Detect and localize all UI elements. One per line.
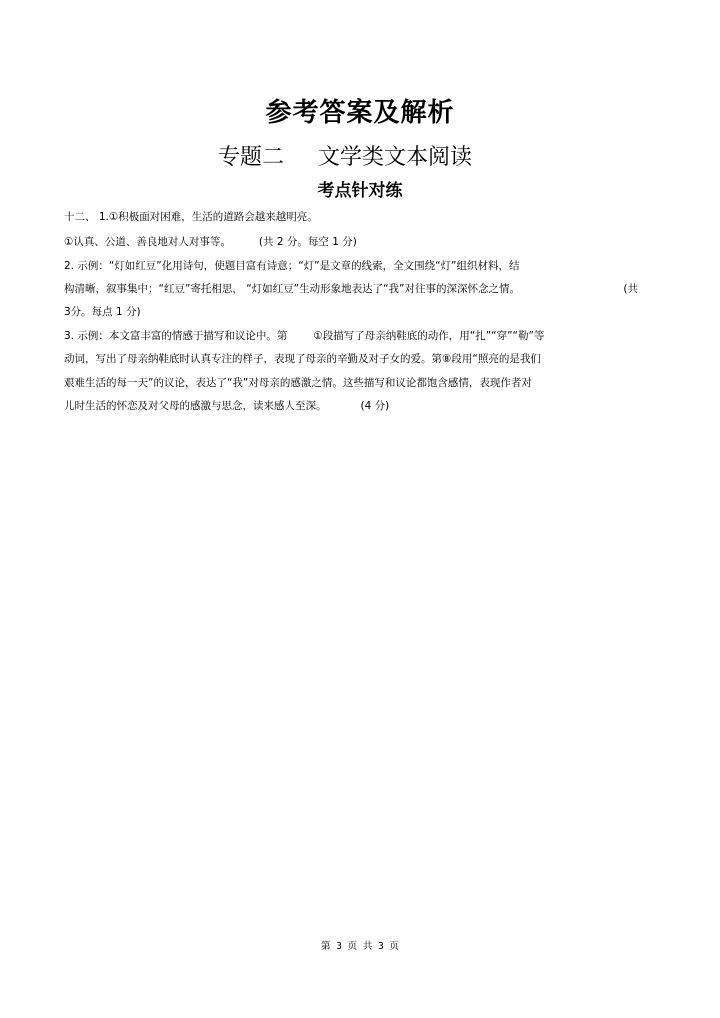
topic-name: 文学类文本阅读	[318, 145, 473, 170]
topic-subtitle	[218, 140, 472, 171]
answer-line-3: 2. 示例：“灯如红豆”化用诗句，使题目富有诗意；“灯”是文章的线索，全文围绕“灯”组织材料，结	[64, 260, 520, 272]
answer-line-2	[64, 235, 357, 249]
answer-line-9-score: (4 分)	[360, 400, 390, 412]
answer-line-1: 十二、 1.①积极面对困难，生活的道路会越来越明亮。	[64, 211, 318, 223]
answer-line-4-score: (共	[623, 283, 638, 295]
answer-line-2-text: ①认真、公道、善良地对人对事等。	[64, 236, 231, 248]
page-title: 参考答案及解析	[265, 98, 455, 128]
answer-line-2-score: (共 2 分。每空 1 分)	[258, 236, 357, 248]
answer-line-8: 艰难生活的每一天”的议论，表达了“我”对母亲的感激之情。这些描写和议论都饱含感情，表现作者对	[64, 377, 532, 389]
answer-line-5: 3分。每点 1 分)	[64, 306, 141, 318]
topic-number: 专题二	[218, 145, 285, 170]
answer-line-6	[64, 329, 544, 343]
page-footer: 第 3 页 共 3 页	[320, 941, 400, 952]
answer-line-4-text: 构清晰，叙事集中；“红豆”寄托相思， “灯如红豆”生动形象地表达了“我”对往事的深深怀念之情。	[64, 283, 520, 295]
section-heading: 考点针对练	[317, 181, 403, 201]
answer-line-6-text-a: 3. 示例：本文富丰富的情感于描写和议论中。第	[64, 330, 288, 342]
answer-line-9-text: 儿时生活的怀恋及对父母的感激与思念，读来感人至深。	[64, 400, 327, 412]
answer-line-7: 动词，写出了母亲纳鞋底时认真专注的样子，表现了母亲的辛勤及对子女的爱。第⑧段用“照亮的是我们	[64, 353, 541, 365]
answer-line-6-text-b: ①段描写了母亲纳鞋底的动作，用“扎”“穿”“勒”等	[313, 330, 545, 342]
answer-line-9	[64, 399, 389, 413]
answer-line-4	[64, 282, 638, 296]
